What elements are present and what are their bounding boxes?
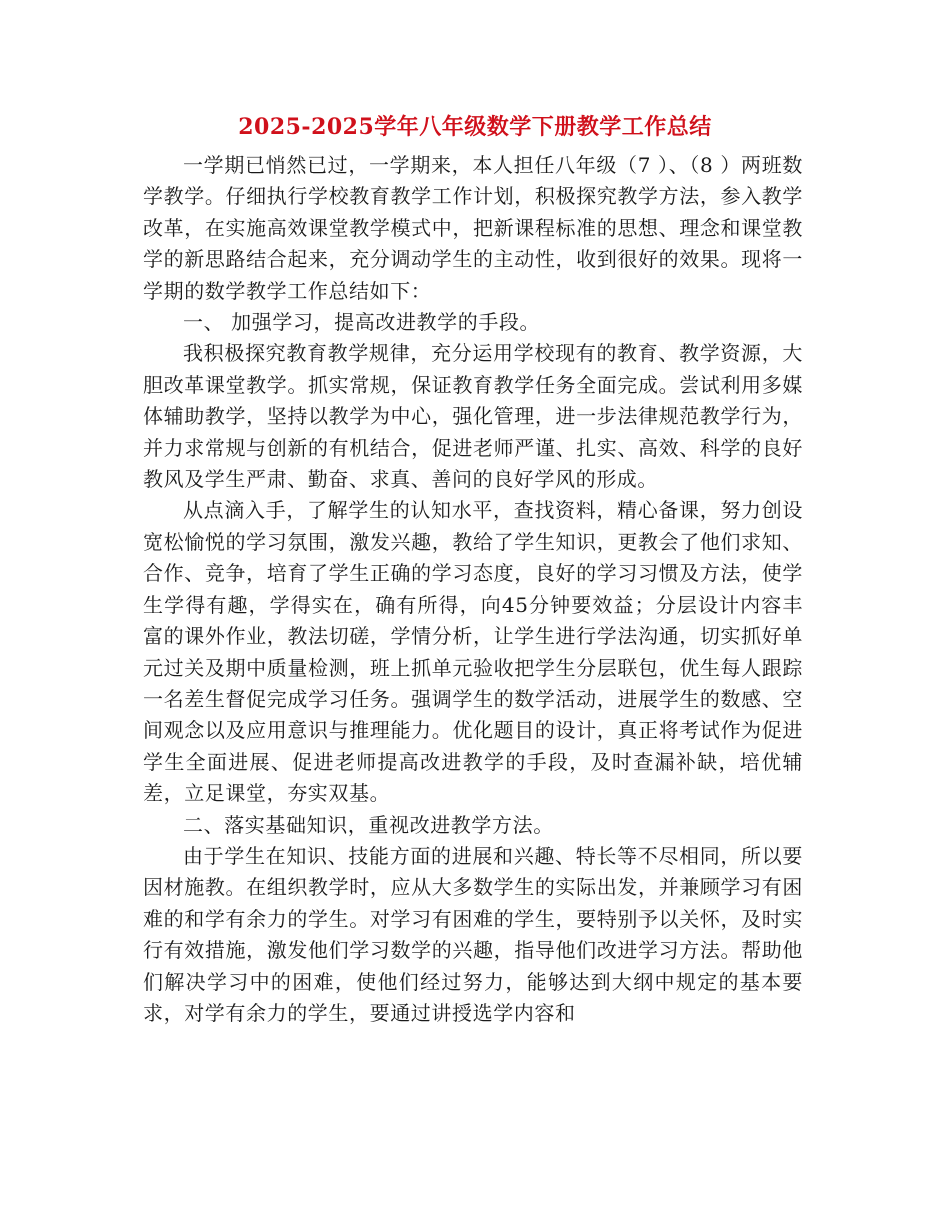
section-heading-2: 二、落实基础知识，重视改进教学方法。 bbox=[183, 812, 554, 837]
paragraph-section-1a: 我积极探究教育教学规律，充分运用学校现有的教育、教学资源，大胆改革课堂教学。抓实常规，保证教育教学任务全面完成。尝试利用多媒体辅助教学，坚持以教学为中心，强化管理，进一步法律规范教学行为，并力求常规与创新的有机结合，促进老师严谨、扎实、高效、科学的良好教风及学生严肃、勤奋、求真、善问的良好学风的形成。 bbox=[143, 341, 803, 492]
document-title: 2025-2025学年八年级数学下册教学工作总结 bbox=[238, 114, 712, 140]
section-heading-1: 一、 加强学习，提高改进教学的手段。 bbox=[183, 310, 541, 335]
paragraph-intro: 一学期已悄然已过，一学期来，本人担任八年级（7 ）、（8 ）两班数学教学。仔细执行学校教育教学工作计划，积极探究教学方法，参入教学改革，在实施高效课堂教学模式中，把新课程标准的思想、理念和课堂教学的新思路结合起来，充分调动学生的主动性，收到很好的效果。现将一学期的数学教学工作总结如下： bbox=[143, 153, 803, 303]
document-body bbox=[143, 150, 803, 1029]
paragraph-section-2a: 由于学生在知识、技能方面的进展和兴趣、特长等不尽相同，所以要因材施教。在组织教学时，应从大多数学生的实际出发，并兼顾学习有困难的和学有余力的学生。对学习有困难的学生，要特别予以关怀，及时实行有效措施，激发他们学习数学的兴趣，指导他们改进学习方法。帮助他们解决学习中的困难，使他们经过努力，能够达到大纲中规定的基本要求，对学有余力的学生，要通过讲授选学内容和 bbox=[143, 843, 803, 1025]
paragraph-section-1b: 从点滴入手，了解学生的认知水平，查找资料，精心备课，努力创设宽松愉悦的学习氛围，激发兴趣，教给了学生知识，更教会了他们求知、合作、竞争，培育了学生正确的学习态度，良好的学习习惯及方法，使学生学得有趣，学得实在，确有所得，向45分钟要效益；分层设计内容丰富的课外作业，教法切磋，学情分析，让学生进行学法沟通，切实抓好单元过关及期中质量检测，班上抓单元验收把学生分层联包，优生每人跟踪一名差生督促完成学习任务。强调学生的数学活动，进展学生的数感、空间观念以及应用意识与推理能力。优化题目的设计，真正将考试作为促进学生全面进展、促进老师提高改进教学的手段，及时查漏补缺，培优辅差，立足课堂，夯实双基。 bbox=[143, 498, 803, 806]
